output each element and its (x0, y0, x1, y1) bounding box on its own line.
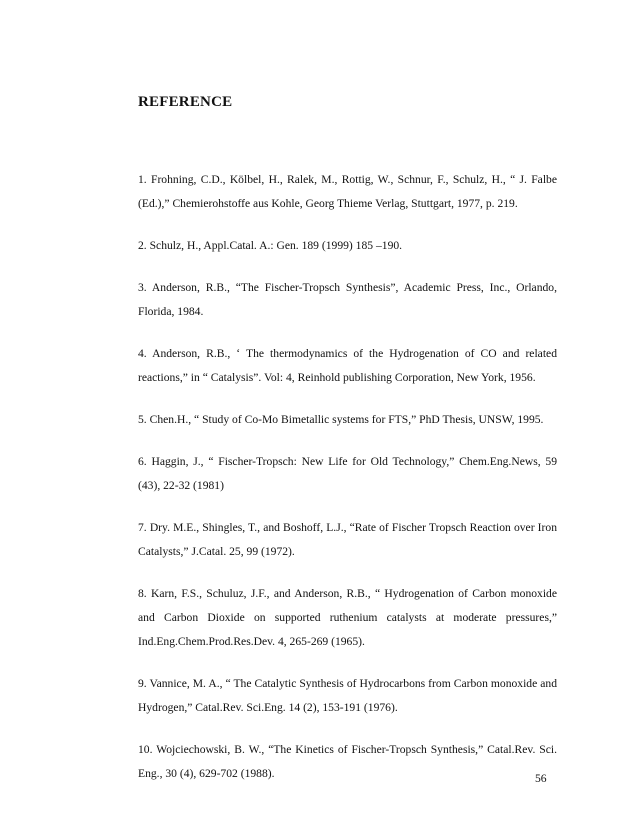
reference-list (138, 168, 557, 804)
page-title: REFERENCE (138, 94, 233, 110)
reference-item: 8. Karn, F.S., Schuluz, J.F., and Anderson, R.B., “ Hydrogenation of Carbon monoxide and Carbon Dioxide on supported ruthenium catalysts at moderate pressures,” Ind.Eng.Chem.Prod.Res.Dev. 4, 265-269 (1965). (138, 587, 557, 648)
reference-item: 7. Dry. M.E., Shingles, T., and Boshoff, L.J., “Rate of Fischer Tropsch Reaction over Iron Catalysts,” J.Catal. 25, 99 (1972). (138, 521, 557, 558)
reference-item: 3. Anderson, R.B., “The Fischer-Tropsch Synthesis”, Academic Press, Inc., Orlando, Florida, 1984. (138, 281, 557, 318)
reference-item: 5. Chen.H., “ Study of Co-Mo Bimetallic systems for FTS,” PhD Thesis, UNSW, 1995. (138, 413, 544, 426)
reference-item: 2. Schulz, H., Appl.Catal. A.: Gen. 189 (1999) 185 –190. (138, 239, 403, 252)
reference-item: 6. Haggin, J., “ Fischer-Tropsch: New Life for Old Technology,” Chem.Eng.News, 59 (43), 22-32 (1981) (138, 455, 557, 492)
reference-item: 10. Wojciechowski, B. W., “The Kinetics of Fischer-Tropsch Synthesis,” Catal.Rev. Sci. Eng., 30 (4), 629-702 (1988). (138, 743, 557, 780)
page-number: 56 (535, 772, 547, 785)
reference-item: 4. Anderson, R.B., ‘ The thermodynamics of the Hydrogenation of CO and related reactions,” in “ Catalysis”. Vol: 4, Reinhold publishing Corporation, New York, 1956. (138, 347, 557, 384)
reference-item: 1. Frohning, C.D., Kölbel, H., Ralek, M., Rottig, W., Schnur, F., Schulz, H., “ J. Falbe (Ed.),” Chemierohstoffe aus Kohle, Georg Thieme Verlag, Stuttgart, 1977, p. 219. (138, 173, 557, 210)
reference-item: 9. Vannice, M. A., “ The Catalytic Synthesis of Hydrocarbons from Carbon monoxide and Hydrogen,” Catal.Rev. Sci.Eng. 14 (2), 153-191 (1976). (138, 677, 557, 714)
